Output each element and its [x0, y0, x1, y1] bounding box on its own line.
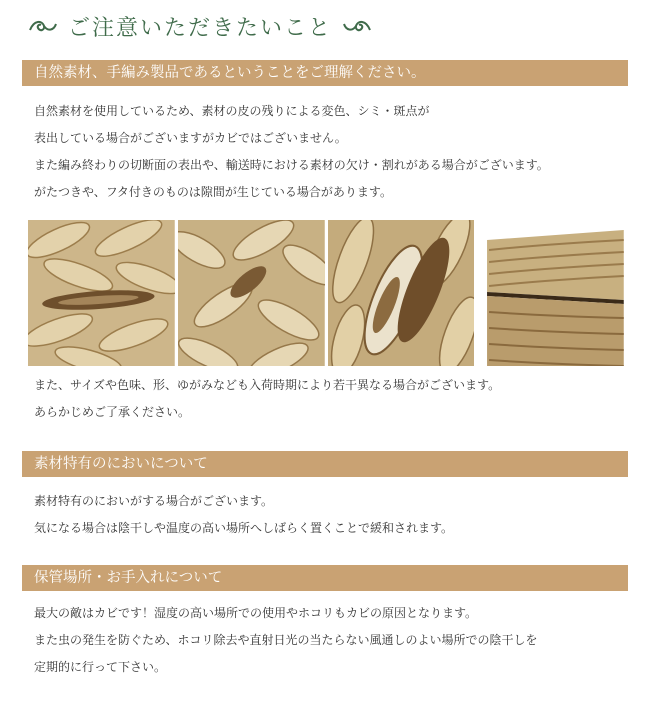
swirl-ornament-left-icon [28, 16, 58, 36]
section-body-smell [34, 488, 630, 542]
woven-leaf-stain-closeup-icon [328, 220, 475, 366]
text-line: また虫の発生を防ぐため、ホコリ除去や直射日光の当たらない風通しのよい場所での陰干しを [34, 633, 538, 647]
swirl-ornament-right-icon [342, 16, 372, 36]
photo-2 [178, 220, 325, 366]
photo-4 [477, 220, 624, 366]
text-line: 定期的に行って下さい。 [34, 660, 167, 674]
section-body-storage [34, 600, 630, 681]
section-heading-smell: 素材特有のにおいについて [22, 451, 628, 477]
section-heading-storage: 保管場所・お手入れについて [22, 565, 628, 591]
text-line: がたつきや、フタ付きのものは隙間が生じている場合があります。 [34, 185, 392, 199]
photo-strip [28, 220, 624, 366]
photo-1 [28, 220, 175, 366]
text-line: 自然素材を使用しているため、素材の皮の残りによる変色、シミ・斑点が [34, 104, 430, 118]
woven-braid-closeup-icon [178, 220, 325, 366]
text-line: あらかじめご了承ください。 [34, 405, 191, 419]
page-title: ご注意いただきたいこと [68, 15, 333, 41]
section-body-natural-material [34, 98, 630, 206]
text-line: 最大の敵はカビです！湿度の高い場所での使用やホコリもカビの原因となります。 [34, 606, 478, 620]
page-header [28, 8, 628, 44]
woven-basket-lid-icon [477, 220, 624, 366]
text-line: また編み終わりの切断面の表出や、輸送時における素材の欠け・割れがある場合がございます。 [34, 158, 549, 172]
text-line: 表出している場合がございますがカビではございません。 [34, 131, 347, 145]
section-heading-natural-material: 自然素材、手編み製品であるということをご理解ください。 [22, 60, 628, 86]
section-body-variation [34, 372, 630, 426]
photo-3 [328, 220, 475, 366]
woven-texture-closeup-icon [28, 220, 175, 366]
text-line: 素材特有のにおいがする場合がございます。 [34, 494, 274, 508]
text-line: また、サイズや色味、形、ゆがみなども入荷時期により若干異なる場合がございます。 [34, 378, 501, 392]
text-line: 気になる場合は陰干しや温度の高い場所へしばらく置くことで緩和されます。 [34, 521, 454, 535]
